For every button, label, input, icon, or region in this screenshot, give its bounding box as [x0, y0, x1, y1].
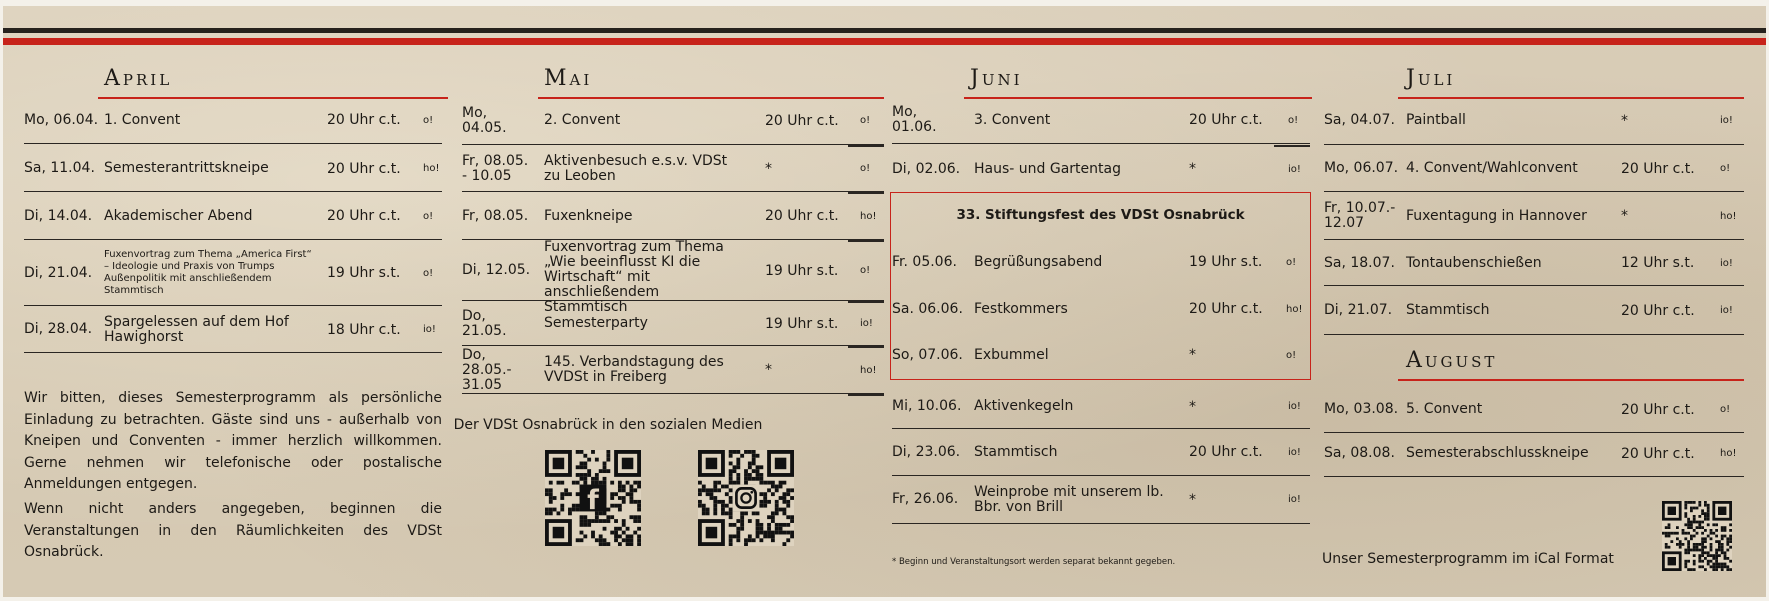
event-title: Fuxenkneipe — [544, 207, 633, 224]
row-divider — [848, 145, 884, 147]
event-time: 12 Uhr s.t. — [1621, 255, 1695, 271]
event-date: Do, 28.05.- 31.05 — [462, 346, 512, 393]
event-row — [1324, 286, 1744, 335]
event-dress: o! — [1288, 114, 1299, 126]
event-row — [1324, 96, 1744, 145]
event-date: Fr, 08.05. - 10.05 — [462, 152, 529, 184]
event-row — [24, 306, 442, 353]
event-row — [24, 96, 442, 144]
event-time: 20 Uhr c.t. — [1621, 160, 1695, 177]
event-date: Di, 21.07. — [1324, 302, 1393, 318]
event-title: Semesterantrittskneipe — [104, 160, 269, 176]
event-row — [1324, 386, 1744, 433]
event-time: 20 Uhr c.t. — [1189, 112, 1263, 128]
footnote: * Beginn und Veranstaltungsort werden separat bekannt gegeben. — [892, 557, 1176, 567]
location-text: Wenn nicht anders angegeben, beginnen die Veranstaltungen in den Räumlichkeiten des VDSt Osnabrück. — [24, 501, 442, 560]
event-time: 19 Uhr s.t. — [765, 315, 839, 332]
event-dress: io! — [1288, 401, 1301, 412]
event-dress: ho! — [423, 163, 440, 174]
event-title: Tontaubenschießen — [1406, 254, 1542, 271]
event-dress: io! — [1288, 163, 1301, 175]
ical-qr-icon[interactable] — [1662, 500, 1732, 572]
event-title: Semesterabschlusskneipe — [1406, 445, 1589, 461]
event-row — [24, 192, 442, 240]
event-title: 5. Convent — [1406, 401, 1483, 417]
event-time: 18 Uhr c.t. — [327, 321, 401, 338]
event-date: Do, 21.05. — [462, 307, 507, 339]
event-title: Paintball — [1406, 112, 1466, 128]
event-dress: io! — [1288, 494, 1301, 505]
event-date: Mo, 01.06. — [892, 104, 937, 135]
event-time: 20 Uhr c.t. — [1189, 301, 1263, 317]
event-date: Fr, 26.06. — [892, 491, 959, 507]
event-date: Mi, 10.06. — [892, 398, 962, 414]
invitation-text: Wir bitten, dieses Semesterprogramm als persönliche Einladung zu betrachten. Gäste sind uns - außerhalb von Kneipen und Conventen - immer herzlich willkommen. Gerne nehmen wir telefonische oder postalische Anmeldungen entgegen. — [24, 390, 442, 492]
event-dress: o! — [1720, 163, 1731, 174]
event-row — [24, 240, 442, 306]
event-row — [892, 428, 1310, 476]
svg-text:f: f — [587, 484, 599, 516]
event-row — [1324, 192, 1744, 240]
row-divider — [848, 346, 884, 348]
event-dress: ho! — [860, 364, 877, 376]
event-dress: io! — [1720, 115, 1733, 126]
event-date: Mo, 03.08. — [1324, 401, 1399, 417]
event-title: Aktivenkegeln — [974, 398, 1074, 414]
event-time: 20 Uhr c.t. — [1189, 444, 1263, 460]
event-date: Sa, 08.08. — [1324, 445, 1395, 461]
event-title: Festkommers — [974, 300, 1068, 317]
row-divider — [1274, 145, 1310, 147]
event-time: * — [765, 160, 772, 177]
event-time: 20 Uhr c.t. — [765, 208, 839, 224]
event-time: * — [1621, 208, 1628, 224]
event-title: Fuxenvortrag zum Thema „America First“ – Ideologie und Praxis von Trumps Außenpolitik mit anschließendem Stammtisch — [104, 249, 312, 296]
facebook-qr-icon[interactable] — [545, 450, 641, 546]
event-date: Sa. 06.06. — [892, 300, 963, 317]
event-time: 20 Uhr c.t. — [1621, 445, 1695, 462]
top-stripe-black — [3, 28, 1766, 33]
event-time: * — [1189, 491, 1196, 508]
event-dress: o! — [860, 163, 871, 174]
event-dress: o! — [423, 210, 434, 222]
event-time: 20 Uhr c.t. — [327, 208, 401, 224]
event-date: Sa, 04.07. — [1324, 112, 1395, 128]
event-date: Di, 28.04. — [24, 321, 93, 337]
event-dress: o! — [423, 267, 434, 279]
ical-label: Unser Semesterprogramm im iCal Format — [1322, 551, 1614, 567]
event-date: Di, 23.06. — [892, 443, 961, 460]
event-time: * — [765, 362, 772, 378]
event-title: Spargelessen auf dem Hof Hawighorst — [104, 313, 289, 345]
event-time: 20 Uhr c.t. — [1621, 302, 1695, 319]
event-row — [892, 96, 1310, 144]
event-row — [892, 145, 1310, 193]
event-title: Haus- und Gartentag — [974, 160, 1121, 177]
event-row — [892, 475, 1310, 524]
event-time: * — [1189, 161, 1196, 177]
instagram-qr-icon[interactable] — [698, 450, 794, 546]
event-dress: o! — [860, 265, 871, 276]
event-row — [462, 96, 884, 145]
event-title: 145. Verbandstagung des VVDSt in Freiberg — [544, 354, 724, 385]
event-time: 20 Uhr c.t. — [327, 112, 401, 128]
event-dress: io! — [1720, 305, 1733, 316]
event-date: Mo, 06.07. — [1324, 160, 1399, 176]
event-dress: io! — [1288, 446, 1301, 458]
month-title-juni: Juni — [970, 66, 1023, 91]
event-title: Begrüßungsabend — [974, 253, 1103, 270]
event-title: 3. Convent — [974, 111, 1051, 128]
event-title: Stammtisch — [1406, 302, 1490, 318]
event-title: Akademischer Abend — [104, 207, 253, 224]
event-row — [1324, 430, 1744, 477]
event-date: Di, 02.06. — [892, 160, 961, 177]
event-date: Sa, 18.07. — [1324, 254, 1395, 271]
event-dress: o! — [1720, 404, 1731, 415]
event-title: Fuxentagung in Hannover — [1406, 207, 1587, 224]
event-title: Exbummel — [974, 346, 1049, 363]
event-title: Aktivenbesuch e.s.v. VDSt zu Leoben — [544, 152, 728, 184]
event-date: Fr. 05.06. — [892, 253, 957, 270]
social-heading: Der VDSt Osnabrück in den sozialen Medien — [453, 417, 763, 433]
stiftungsfest-title: 33. Stiftungsfest des VDSt Osnabrück — [956, 207, 1245, 223]
event-title: Semesterparty — [544, 315, 648, 331]
row-divider — [848, 192, 884, 194]
event-time: * — [1189, 398, 1196, 415]
event-date: Mo, 04.05. — [462, 104, 507, 136]
event-dress: ho! — [1720, 210, 1737, 222]
event-dress: o! — [1286, 349, 1297, 361]
month-title-august: August — [1406, 348, 1498, 373]
event-row — [462, 239, 884, 315]
event-time: * — [1189, 347, 1196, 363]
event-date: Fr, 08.05. — [462, 207, 529, 224]
event-dress: io! — [860, 318, 873, 329]
event-title: Fuxenvortrag zum Thema „Wie beeinflusst KI die Wirtschaft“ mit anschließendem Stammtisch — [544, 239, 724, 315]
month-title-april: April — [104, 66, 173, 91]
month-title-mai: Mai — [544, 66, 593, 91]
event-row — [24, 145, 442, 192]
event-dress: ho! — [1720, 448, 1737, 459]
event-dress: io! — [1720, 257, 1733, 269]
month-rule-august — [1398, 379, 1744, 381]
event-row — [892, 384, 1310, 429]
event-date: Di, 21.04. — [24, 264, 93, 281]
event-date: Di, 12.05. — [462, 262, 531, 278]
event-time: 19 Uhr s.t. — [765, 262, 839, 279]
event-row — [1324, 145, 1744, 192]
event-title: 1. Convent — [104, 111, 181, 128]
event-time: * — [1621, 112, 1628, 129]
event-row — [462, 145, 884, 192]
event-title: 4. Convent/Wahlconvent — [1406, 160, 1578, 176]
event-row — [462, 301, 884, 346]
event-dress: ho! — [1286, 303, 1303, 315]
event-title: Weinprobe mit unserem lb. Bbr. von Brill — [974, 483, 1164, 515]
event-dress: o! — [1286, 256, 1297, 268]
event-row — [462, 346, 884, 394]
event-dress: io! — [423, 324, 436, 335]
row-divider — [848, 301, 884, 303]
row-divider — [848, 240, 884, 242]
event-dress: o! — [860, 115, 871, 126]
event-date: So, 07.06. — [892, 346, 963, 363]
event-date: Mo, 06.04. — [24, 111, 99, 128]
month-title-juli: Juli — [1406, 66, 1456, 91]
event-row — [1324, 240, 1744, 286]
event-time: 19 Uhr s.t. — [327, 265, 401, 281]
event-time: 19 Uhr s.t. — [1189, 254, 1263, 270]
event-date: Di, 14.04. — [24, 207, 93, 224]
event-time: 20 Uhr c.t. — [327, 160, 401, 177]
event-row — [462, 192, 884, 240]
top-stripe-red — [3, 38, 1766, 45]
event-time: 20 Uhr c.t. — [765, 112, 839, 129]
event-time: 20 Uhr c.t. — [1621, 401, 1695, 418]
event-date: Sa, 11.04. — [24, 160, 95, 176]
event-date: Fr, 10.07.- 12.07 — [1324, 200, 1396, 231]
event-dress: ho! — [860, 210, 877, 222]
event-dress: o! — [423, 114, 434, 126]
event-title: 2. Convent — [544, 112, 621, 128]
row-divider — [848, 394, 884, 396]
event-title: Stammtisch — [974, 443, 1058, 460]
